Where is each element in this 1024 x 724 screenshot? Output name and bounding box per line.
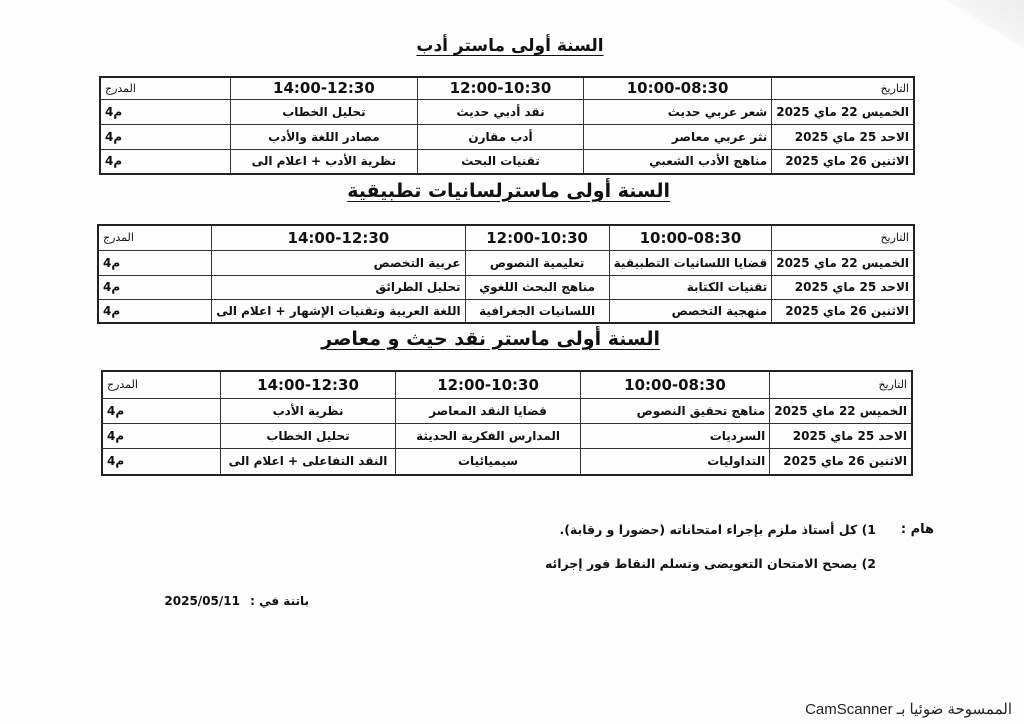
- exam-cell: مناهج تحقيق النصوص: [580, 398, 769, 423]
- schedule-table-literature: [99, 76, 915, 175]
- hall-cell: م4: [100, 149, 230, 174]
- table-row: [102, 398, 912, 423]
- table-header-row: [98, 225, 914, 250]
- header-slot-1: 10:00-08:30: [609, 225, 772, 250]
- date-cell: الاثنين 26 ماي 2025: [770, 448, 912, 475]
- table-row: [100, 99, 914, 124]
- exam-cell: تحليل الطرائق: [212, 275, 465, 299]
- exam-cell: نظرية الأدب: [220, 398, 396, 423]
- camscanner-watermark: الممسوحة ضوئيا بـ CamScanner: [805, 701, 1012, 718]
- header-date: التاريخ: [772, 77, 914, 99]
- exam-cell: نقد أدبي حديث: [418, 99, 584, 124]
- signature-label: باتنة في :: [250, 594, 309, 608]
- exam-cell: قضايا النقد المعاصر: [396, 398, 580, 423]
- exam-cell: اللغة العربية وتقنيات الإشهار + اعلام الى: [212, 299, 465, 323]
- exam-cell: عربية التخصص: [212, 250, 465, 275]
- table-row: [98, 299, 914, 323]
- date-cell: الاحد 25 ماي 2025: [770, 423, 912, 448]
- table-row: [102, 423, 912, 448]
- date-cell: الاثنين 26 ماي 2025: [772, 149, 914, 174]
- table-row: [98, 250, 914, 275]
- header-date: التاريخ: [772, 225, 914, 250]
- hall-cell: م4: [102, 398, 220, 423]
- note-item: 2) يصحح الامتحان التعويضى وتسلم النقاط فور إجرائه: [544, 556, 876, 571]
- header-hall: المدرج: [98, 225, 212, 250]
- exam-cell: أدب مقارن: [418, 124, 584, 149]
- header-date: التاريخ: [770, 371, 912, 398]
- exam-cell: نظرية الأدب + اعلام الى: [230, 149, 417, 174]
- header-slot-2: 12:00-10:30: [396, 371, 580, 398]
- section-title-applied-linguistics: السنة أولى ماسترلسانيات تطبيقية: [347, 180, 670, 202]
- hall-cell: م4: [98, 275, 212, 299]
- exam-cell: النقد التفاعلى + اعلام الى: [220, 448, 396, 475]
- date-cell: الخميس 22 ماي 2025: [770, 398, 912, 423]
- hall-cell: م4: [98, 250, 212, 275]
- header-slot-3: 14:00-12:30: [212, 225, 465, 250]
- exam-cell: المدارس الفكرية الحديثة: [396, 423, 580, 448]
- note-item: 1) كل أستاذ ملزم بإجراء امتحاناته (حضورا و رقابة).: [559, 522, 876, 537]
- exam-cell: مناهج البحث اللغوي: [465, 275, 609, 299]
- exam-cell: تقنيات الكتابة: [609, 275, 772, 299]
- signature-line: [164, 594, 309, 608]
- header-slot-3: 14:00-12:30: [220, 371, 396, 398]
- exam-cell: تعليمية النصوص: [465, 250, 609, 275]
- hall-cell: م4: [98, 299, 212, 323]
- hall-cell: م4: [100, 124, 230, 149]
- date-cell: الاحد 25 ماي 2025: [772, 124, 914, 149]
- date-cell: الخميس 22 ماي 2025: [772, 99, 914, 124]
- header-slot-2: 12:00-10:30: [418, 77, 584, 99]
- exam-cell: شعر عربي حديث: [583, 99, 771, 124]
- table-header-row: [102, 371, 912, 398]
- section-title-modern-criticism: السنة أولى ماستر نقد حيث و معاصر: [321, 328, 660, 350]
- table-row: [100, 149, 914, 174]
- exam-cell: تحليل الخطاب: [230, 99, 417, 124]
- table-row: [102, 448, 912, 475]
- date-cell: الاثنين 26 ماي 2025: [772, 299, 914, 323]
- header-hall: المدرج: [102, 371, 220, 398]
- hall-cell: م4: [102, 423, 220, 448]
- table-row: [98, 275, 914, 299]
- header-slot-3: 14:00-12:30: [230, 77, 417, 99]
- table-header-row: [100, 77, 914, 99]
- table-row: [100, 124, 914, 149]
- header-slot-2: 12:00-10:30: [465, 225, 609, 250]
- exam-cell: اللسانيات الجغرافية: [465, 299, 609, 323]
- exam-cell: سيميائيات: [396, 448, 580, 475]
- date-cell: الخميس 22 ماي 2025: [772, 250, 914, 275]
- date-cell: الاحد 25 ماي 2025: [772, 275, 914, 299]
- exam-cell: تقنيات البحث: [418, 149, 584, 174]
- exam-cell: قضايا اللسانيات التطبيقية: [609, 250, 772, 275]
- header-slot-1: 10:00-08:30: [580, 371, 769, 398]
- exam-cell: مناهج الأدب الشعبي: [583, 149, 771, 174]
- exam-cell: مصادر اللغة والأدب: [230, 124, 417, 149]
- header-slot-1: 10:00-08:30: [583, 77, 771, 99]
- exam-cell: منهجية التخصص: [609, 299, 772, 323]
- page-corner-fold: [934, 0, 1024, 50]
- schedule-table-applied-linguistics: [97, 224, 915, 324]
- notes-label: هام :: [900, 522, 934, 537]
- hall-cell: م4: [100, 99, 230, 124]
- signature-date: 2025/05/11: [164, 594, 240, 608]
- hall-cell: م4: [102, 448, 220, 475]
- exam-cell: تحليل الخطاب: [220, 423, 396, 448]
- exam-cell: السرديات: [580, 423, 769, 448]
- schedule-table-modern-criticism: [101, 370, 913, 476]
- exam-cell: نثر عربي معاصر: [583, 124, 771, 149]
- section-title-literature: السنة أولى ماستر أدب: [416, 36, 604, 56]
- header-hall: المدرج: [100, 77, 230, 99]
- exam-cell: التداوليات: [580, 448, 769, 475]
